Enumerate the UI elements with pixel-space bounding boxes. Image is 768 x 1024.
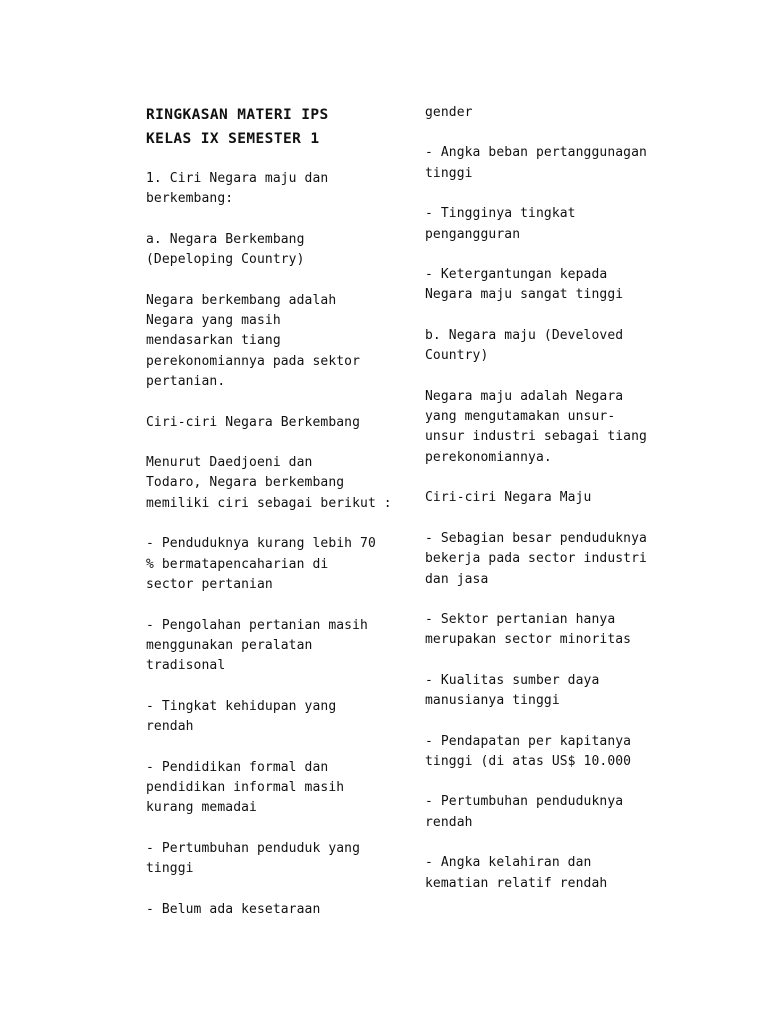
list-item: - Tingkat kehidupan yang rendah <box>146 698 337 735</box>
list-item: - Angka kelahiran dan kematian relatif rendah <box>425 855 608 891</box>
list-item: - Sebagian besar penduduknya bekerja pada sector industri dan jasa <box>425 530 647 587</box>
section-heading: 1. Ciri Negara maju dan berkembang: <box>146 171 329 207</box>
subsection-heading: a. Negara Berkembang (Depeloping Country) <box>146 231 305 268</box>
paragraph: Negara berkembang adalah Negara yang masih mendasarkan tiang perekonomiannya pada sektor pertanian. <box>146 292 361 390</box>
paragraph: Negara maju adalah Negara yang mengutamakan unsur- unsur industri sebagai tiang perekonomiannya. <box>425 388 647 465</box>
list-item: - Pertumbuhan penduduknya rendah <box>425 794 624 830</box>
list-item: - Tingginya tingkat pengangguran <box>425 206 576 242</box>
left-column <box>146 103 396 920</box>
list-item: - Kualitas sumber daya manusianya tinggi <box>425 672 600 709</box>
list-item: - Pendidikan formal dan pendidikan informal masih kurang memadai <box>146 759 345 816</box>
list-heading: Ciri-ciri Negara Maju <box>425 490 592 506</box>
list-item: - Belum ada kesetaraan <box>146 901 321 917</box>
list-item: - Pertumbuhan penduduk yang tinggi <box>146 840 361 877</box>
list-item: - Pengolahan pertanian masih menggunakan peralatan tradisonal <box>146 617 368 674</box>
list-item: - Angka beban pertanggunagan tinggi <box>425 145 647 181</box>
list-item: - Penduduknya kurang lebih 70 % bermatapencaharian di sector pertanian <box>146 536 376 593</box>
subsection-heading: b. Negara maju (Develoved Country) <box>425 327 624 364</box>
paragraph: Menurut Daedjoeni dan Todaro, Negara berkembang memiliki ciri sebagai berikut : <box>146 455 392 511</box>
list-item: - Ketergantungan kepada Negara maju sangat tinggi <box>425 267 624 303</box>
right-column <box>425 103 675 894</box>
list-item-continued: gender <box>425 105 473 120</box>
list-item: - Pendapatan per kapitanya tinggi (di atas US$ 10.000 <box>425 733 632 769</box>
list-heading: Ciri-ciri Negara Berkembang <box>146 414 361 430</box>
document-title: RINGKASAN MATERI IPS KELAS IX SEMESTER 1 <box>146 107 329 147</box>
list-item: - Sektor pertanian hanya merupakan sector minoritas <box>425 611 632 648</box>
